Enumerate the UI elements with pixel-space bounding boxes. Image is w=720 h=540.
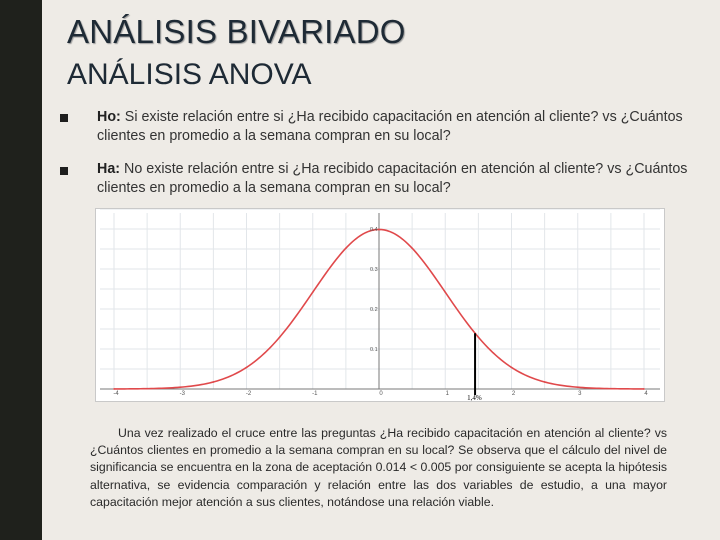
data-point — [511, 367, 513, 369]
x-tick-label: 0 — [379, 391, 383, 397]
data-point — [643, 388, 645, 390]
y-tick-label: 0.3 — [370, 267, 378, 273]
significance-marker-label: 1,4% — [467, 394, 482, 401]
x-tick-label: -1 — [312, 391, 318, 397]
normal-distribution-chart — [95, 208, 665, 402]
x-tick-label: -3 — [179, 391, 185, 397]
data-point — [179, 386, 181, 388]
left-accent-bar — [0, 0, 42, 540]
conclusion-paragraph: Una vez realizado el cruce entre las preguntas ¿Ha recibido capacitación en atención al cliente? vs ¿Cuántos clientes en promedio a la semana compran en su local? Se observa que el cálculo del nivel de significancia se encuentra en la zona de aceptación 0.014 < 0.005 por consiguiente se acepta la hipótesis alternativa, se evidencia comparación y relación entre las dos variables de estudio, a una mayor capacitación mejor atención a sus clientes, notándose una relación viable. — [90, 426, 667, 509]
hypothesis-ha — [97, 160, 697, 198]
data-point — [113, 388, 115, 390]
x-tick-label: 3 — [578, 391, 582, 397]
x-tick-label: 2 — [511, 391, 516, 397]
data-point — [610, 388, 612, 390]
data-point — [378, 229, 380, 231]
hypothesis-ho-label: Ho: — [97, 109, 121, 125]
data-point — [246, 367, 248, 369]
hypothesis-ha-text: No existe relación entre si ¿Ha recibido capacitación en atención al cliente? vs ¿Cuántos clientes en promedio a la semana compran en su local? — [97, 161, 688, 196]
slide-subtitle: ANÁLISIS ANOVA — [67, 58, 312, 91]
data-point — [146, 388, 148, 390]
y-tick-label: 0.4 — [370, 227, 378, 233]
chart-svg — [96, 209, 664, 401]
data-point — [544, 381, 546, 383]
x-tick-label: 4 — [644, 391, 648, 397]
x-tick-label: -2 — [245, 391, 252, 397]
data-point — [279, 336, 281, 338]
bullet-icon — [60, 114, 68, 122]
data-point — [213, 381, 215, 383]
bullet-icon — [60, 167, 68, 175]
data-point — [444, 291, 446, 293]
y-tick-label: 0.1 — [370, 347, 378, 353]
x-tick-label: 1 — [445, 391, 449, 397]
data-point — [577, 386, 579, 388]
hypothesis-ho — [97, 108, 697, 146]
x-tick-label: -4 — [113, 391, 119, 397]
hypothesis-ho-text: Si existe relación entre si ¿Ha recibido capacitación en atención al cliente? vs ¿Cuántos clientes en promedio a la semana compran en su local? — [97, 109, 683, 144]
slide-title: ANÁLISIS BIVARIADO — [67, 13, 406, 50]
data-point — [478, 336, 480, 338]
y-tick-label: 0.2 — [370, 307, 378, 313]
data-point — [345, 247, 347, 249]
data-point — [411, 247, 413, 249]
data-point — [312, 291, 314, 293]
hypothesis-ha-label: Ha: — [97, 161, 121, 177]
